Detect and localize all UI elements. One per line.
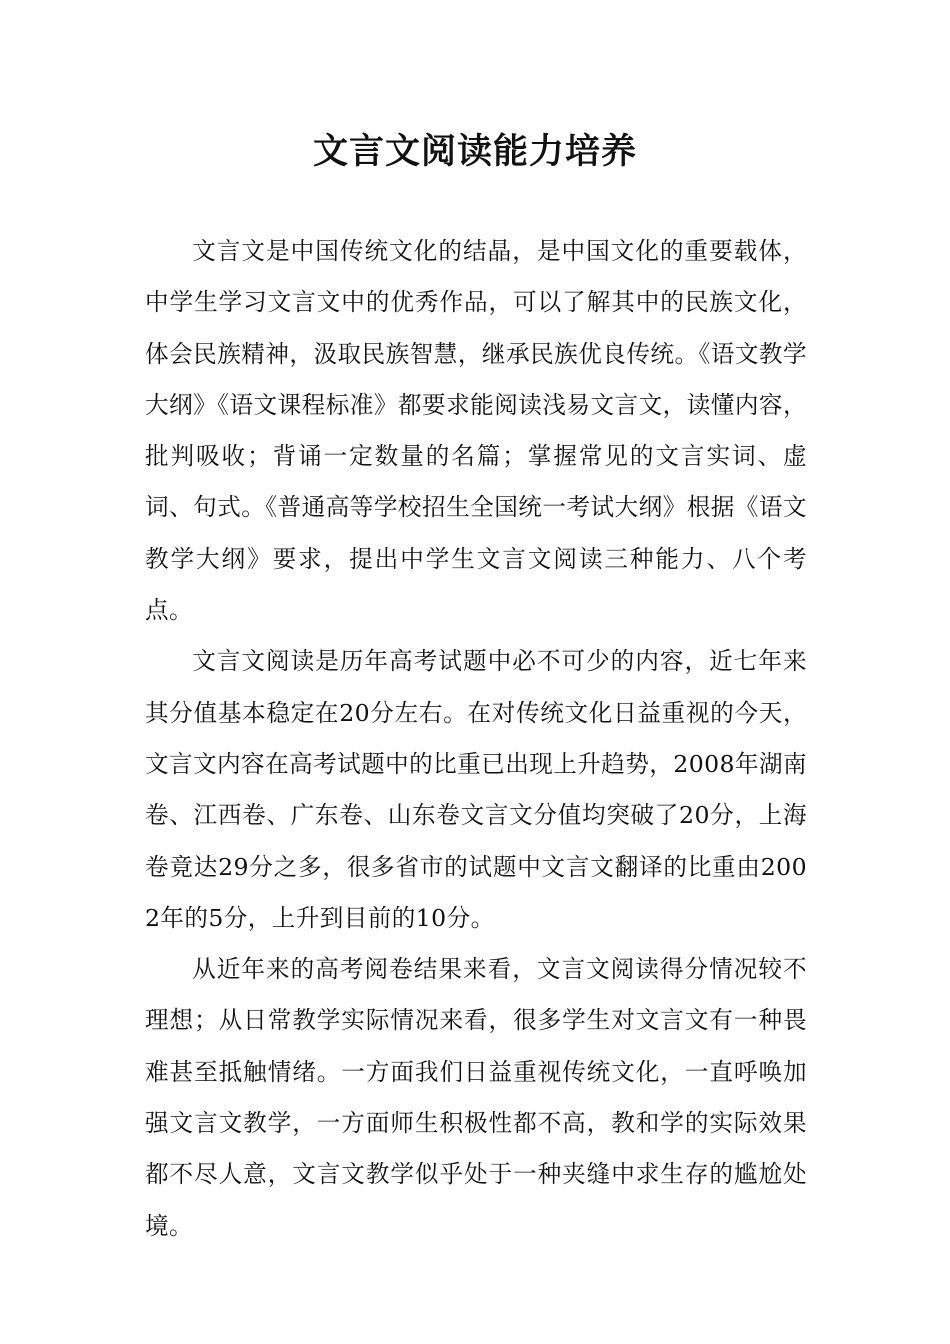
paragraph-1: 文言文是中国传统文化的结晶，是中国文化的重要载体，中学生学习文言文中的优秀作品，可以了解其中的民族文化，体会民族精神，汲取民族智慧，继承民族优良传统。《语文教学大纲》《语文课程标准》都要求能阅读浅易文言文，读懂内容，批判吸收；背诵一定数量的名篇；掌握常见的文言实词、虚词、句式。《普通高等学校招生全国统一考试大纲》根据《语文教学大纲》要求，提出中学生文言文阅读三种能力、八个考点。 [145, 237, 807, 625]
paragraph-3: 从近年来的高考阅卷结果来看，文言文阅读得分情况较不理想；从日常教学实际情况来看，很多学生对文言文有一种畏难甚至抵触情绪。一方面我们日益重视传统文化，一直呼唤加强文言文教学，一方面师生积极性都不高，教和学的实际效果都不尽人意，文言文教学似乎处于一种夹缝中求生存的尴尬处境。 [145, 955, 807, 1240]
paragraph-2: 文言文阅读是历年高考试题中必不可少的内容，近七年来其分值基本稳定在20分左右。在对传统文化日益重视的今天，文言文内容在高考试题中的比重已出现上升趋势，2008年湖南卷、江西卷、广东卷、山东卷文言文分值均突破了20分，上海卷竟达29分之多，很多省市的试题中文言文翻译的比重由2002年的5分，上升到目前的10分。 [145, 647, 807, 932]
document-body [145, 226, 807, 1252]
document-title: 文言文阅读能力培养 [312, 131, 637, 172]
